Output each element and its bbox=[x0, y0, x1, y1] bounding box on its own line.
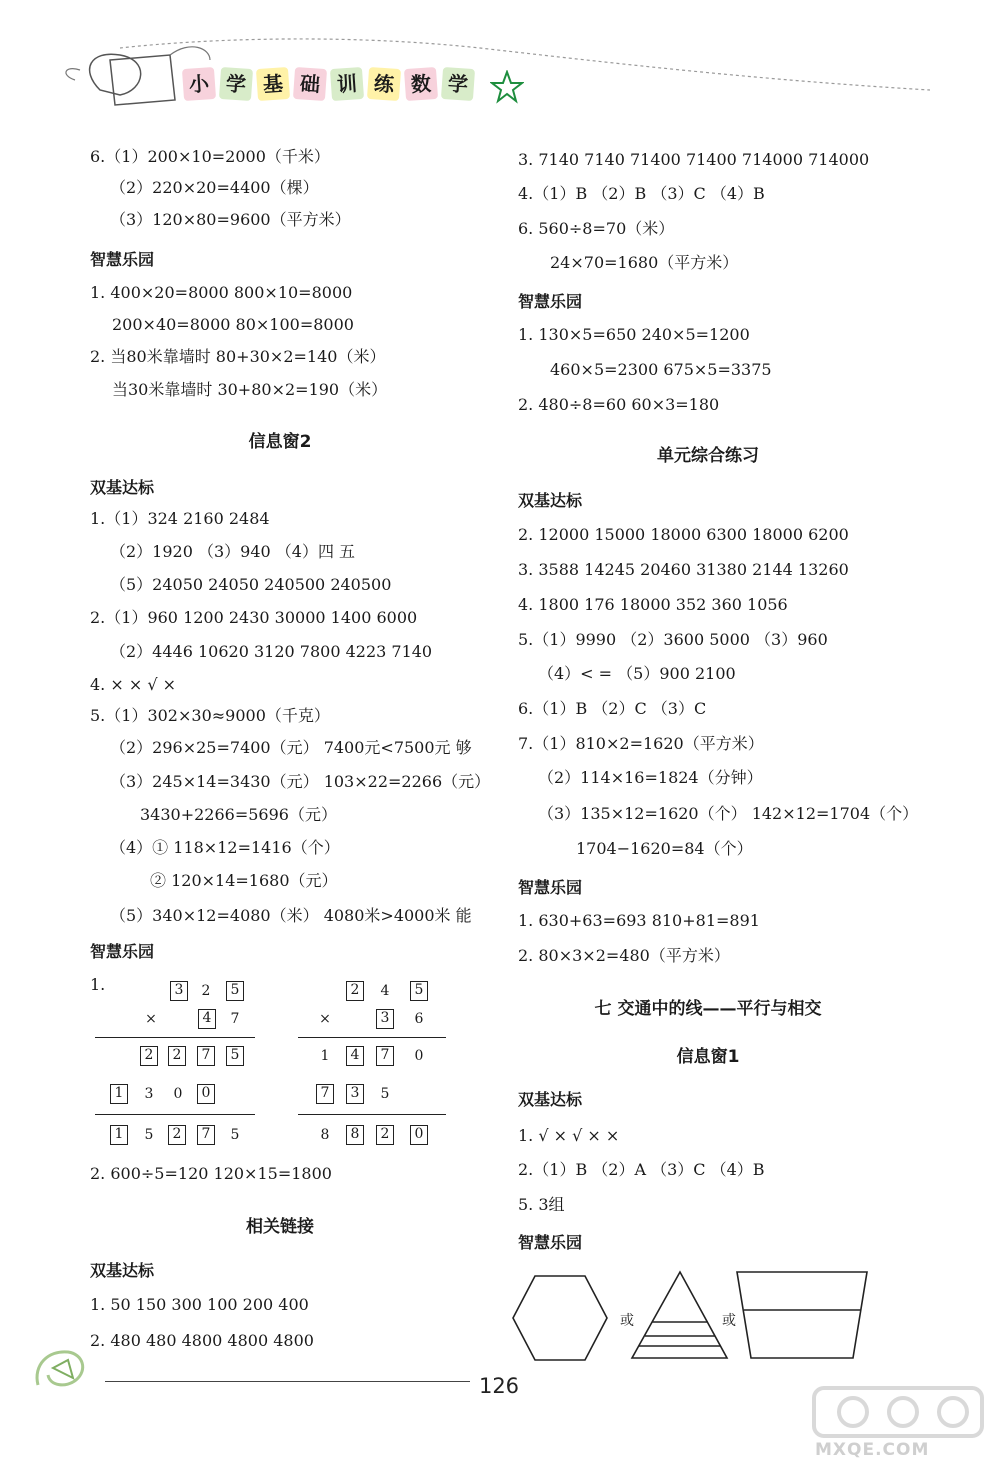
answer-line: 1. 630+63=693 810+81=891 bbox=[518, 911, 760, 930]
section-heading: 智慧乐园 bbox=[518, 1233, 583, 1252]
times-sign: × bbox=[319, 1011, 331, 1027]
answer-line: 4. × × √ × bbox=[90, 675, 177, 694]
answer-line: 6.（1）200×10=2000（千米） bbox=[90, 147, 330, 166]
equation-rule bbox=[298, 1037, 446, 1038]
section-heading: 智慧乐园 bbox=[90, 250, 155, 269]
answer-line: 2. 600÷5=120 120×15=1800 bbox=[90, 1164, 332, 1183]
digit-box: 7 bbox=[197, 1046, 215, 1066]
digit: 3 bbox=[144, 1086, 154, 1102]
digit-box: 0 bbox=[197, 1084, 215, 1104]
digit-box: 2 bbox=[376, 1125, 394, 1145]
digit: 1 bbox=[320, 1048, 330, 1064]
answer-line: （5）340×12=4080（米） 4080米>4000米 能 bbox=[110, 906, 472, 925]
answer-line: 4.（1）B （2）B （3）C （4）B bbox=[518, 184, 765, 203]
times-sign: × bbox=[145, 1011, 157, 1027]
footer-ornament-icon bbox=[28, 1340, 98, 1400]
section-heading: 智慧乐园 bbox=[90, 942, 155, 961]
trapezoid-shape bbox=[737, 1272, 867, 1358]
answer-line: 3430+2266=5696（元） bbox=[140, 805, 337, 824]
digit-box: 2 bbox=[168, 1046, 186, 1066]
answer-line: ② 120×14=1680（元） bbox=[150, 871, 338, 890]
or-label: 或 bbox=[722, 1313, 736, 1329]
footer-rule bbox=[105, 1381, 470, 1382]
answer-line: 1. bbox=[90, 975, 106, 994]
answer-line: （3）120×80=9600（平方米） bbox=[110, 210, 351, 229]
triangle-shape bbox=[632, 1272, 727, 1358]
answer-line: 1.（1）324 2160 2484 bbox=[90, 509, 270, 528]
answer-line: 2.（1）960 1200 2430 30000 1400 6000 bbox=[90, 608, 418, 627]
answer-line: 24×70=1680（平方米） bbox=[550, 253, 739, 272]
title-char: 学 bbox=[219, 67, 253, 101]
digit: 4 bbox=[380, 983, 390, 999]
digit-box: 5 bbox=[226, 981, 244, 1001]
answer-line: 200×40=8000 80×100=8000 bbox=[112, 315, 354, 334]
answer-line: 1704−1620=84（个） bbox=[576, 839, 753, 858]
title-char: 学 bbox=[441, 67, 475, 101]
digit-box: 5 bbox=[410, 981, 428, 1001]
answer-line: 2. 480 480 4800 4800 4800 bbox=[90, 1331, 314, 1350]
answer-line: 3. 7140 7140 71400 71400 714000 714000 bbox=[518, 150, 870, 169]
digit: 7 bbox=[230, 1011, 240, 1027]
digit-box: 1 bbox=[110, 1084, 128, 1104]
answer-line: 5. 3组 bbox=[518, 1195, 565, 1214]
watermark-text: MXQE.COM bbox=[815, 1440, 930, 1460]
answer-line: （2）220×20=4400（棵） bbox=[110, 178, 319, 197]
digit-box: 3 bbox=[346, 1084, 364, 1104]
answer-line: 2. 80×3×2=480（平方米） bbox=[518, 946, 730, 965]
hexagon-shape bbox=[513, 1276, 607, 1360]
page-number: 126 bbox=[478, 1374, 520, 1398]
digit: 5 bbox=[230, 1127, 240, 1143]
answer-line: 7.（1）810×2=1620（平方米） bbox=[518, 734, 764, 753]
digit-box: 2 bbox=[168, 1125, 186, 1145]
answer-line: 460×5=2300 675×5=3375 bbox=[550, 360, 772, 379]
answer-line: 2.（1）B （2）A （3）C （4）B bbox=[518, 1160, 765, 1179]
title-char: 练 bbox=[367, 67, 401, 101]
answer-line: 2. 480÷8=60 60×3=180 bbox=[518, 395, 720, 414]
title-char: 础 bbox=[293, 67, 327, 101]
digit-box: 5 bbox=[226, 1046, 244, 1066]
equation-rule bbox=[95, 1037, 255, 1038]
digit: 6 bbox=[414, 1011, 424, 1027]
digit-box: 4 bbox=[198, 1009, 216, 1029]
answer-line: 当30米靠墙时 30+80×2=190（米） bbox=[112, 380, 388, 399]
digit: 0 bbox=[173, 1086, 183, 1102]
shape-answers bbox=[505, 1270, 885, 1370]
digit-box: 7 bbox=[197, 1125, 215, 1145]
title-char: 数 bbox=[404, 67, 438, 101]
star-icon bbox=[490, 70, 524, 104]
digit-box: 7 bbox=[316, 1084, 334, 1104]
section-heading: 智慧乐园 bbox=[518, 878, 583, 897]
answer-line: 1. 400×20=8000 800×10=8000 bbox=[90, 283, 353, 302]
answer-line: （2）296×25=7400（元） 7400元<7500元 够 bbox=[110, 738, 472, 757]
section-title: 单元综合练习 bbox=[657, 446, 759, 466]
answer-line: （2）114×16=1824（分钟） bbox=[538, 768, 763, 787]
answer-line: （2）4446 10620 3120 7800 4223 7140 bbox=[110, 642, 433, 661]
digit-box: 0 bbox=[410, 1125, 428, 1145]
answer-line: 2. 当80米靠墙时 80+30×2=140（米） bbox=[90, 347, 386, 366]
digit: 2 bbox=[201, 983, 211, 999]
digit-box: 3 bbox=[170, 981, 188, 1001]
answer-line: （4）< = （5）900 2100 bbox=[538, 664, 736, 683]
answer-line: 1. √ × √ × × bbox=[518, 1126, 620, 1145]
digit: 0 bbox=[414, 1048, 424, 1064]
digit-box: 1 bbox=[110, 1125, 128, 1145]
section-heading: 双基达标 bbox=[90, 1261, 155, 1280]
section-heading: 双基达标 bbox=[518, 491, 583, 510]
answer-line: 1. 130×5=650 240×5=1200 bbox=[518, 325, 750, 344]
answer-line: 3. 3588 14245 20460 31380 2144 13260 bbox=[518, 560, 849, 579]
chapter-title: 七 交通中的线——平行与相交 bbox=[594, 999, 822, 1019]
digit-box: 2 bbox=[346, 981, 364, 1001]
digit: 5 bbox=[144, 1127, 154, 1143]
equation-rule bbox=[95, 1114, 255, 1115]
digit: 5 bbox=[380, 1086, 390, 1102]
answer-line: 5.（1）9990 （2）3600 5000 （3）960 bbox=[518, 630, 828, 649]
answer-line: （3）135×12=1620（个） 142×12=1704（个） bbox=[538, 804, 919, 823]
answer-line: 4. 1800 176 18000 352 360 1056 bbox=[518, 595, 788, 614]
answer-line: 6. 560÷8=70（米） bbox=[518, 219, 675, 238]
answer-line: （5）24050 24050 240500 240500 bbox=[110, 575, 392, 594]
answer-line: 5.（1）302×30≈9000（千克） bbox=[90, 706, 330, 725]
answer-line: （3）245×14=3430（元） 103×22=2266（元） bbox=[110, 772, 491, 791]
answer-line: （2）1920 （3）940 （4）四 五 bbox=[110, 542, 356, 561]
digit-box: 3 bbox=[376, 1009, 394, 1029]
answer-line: 1. 50 150 300 100 200 400 bbox=[90, 1295, 309, 1314]
answer-line: 2. 12000 15000 18000 6300 18000 6200 bbox=[518, 525, 849, 544]
title-char: 训 bbox=[330, 67, 364, 101]
digit-box: 7 bbox=[376, 1046, 394, 1066]
title-char: 基 bbox=[256, 67, 290, 101]
section-heading: 智慧乐园 bbox=[518, 292, 583, 311]
equation-rule bbox=[298, 1114, 446, 1115]
section-title: 相关链接 bbox=[246, 1217, 314, 1237]
section-heading: 双基达标 bbox=[518, 1090, 583, 1109]
title-char: 小 bbox=[182, 67, 216, 101]
digit-box: 8 bbox=[346, 1125, 364, 1145]
digit-box: 2 bbox=[140, 1046, 158, 1066]
section-title: 信息窗2 bbox=[248, 432, 312, 452]
section-heading: 双基达标 bbox=[90, 478, 155, 497]
section-title: 信息窗1 bbox=[676, 1047, 740, 1067]
answer-line: 6.（1）B （2）C （3）C bbox=[518, 699, 707, 718]
digit-box: 4 bbox=[346, 1046, 364, 1066]
answer-line: （4）① 118×12=1416（个） bbox=[110, 838, 340, 857]
or-label: 或 bbox=[620, 1313, 634, 1329]
digit: 8 bbox=[320, 1127, 330, 1143]
